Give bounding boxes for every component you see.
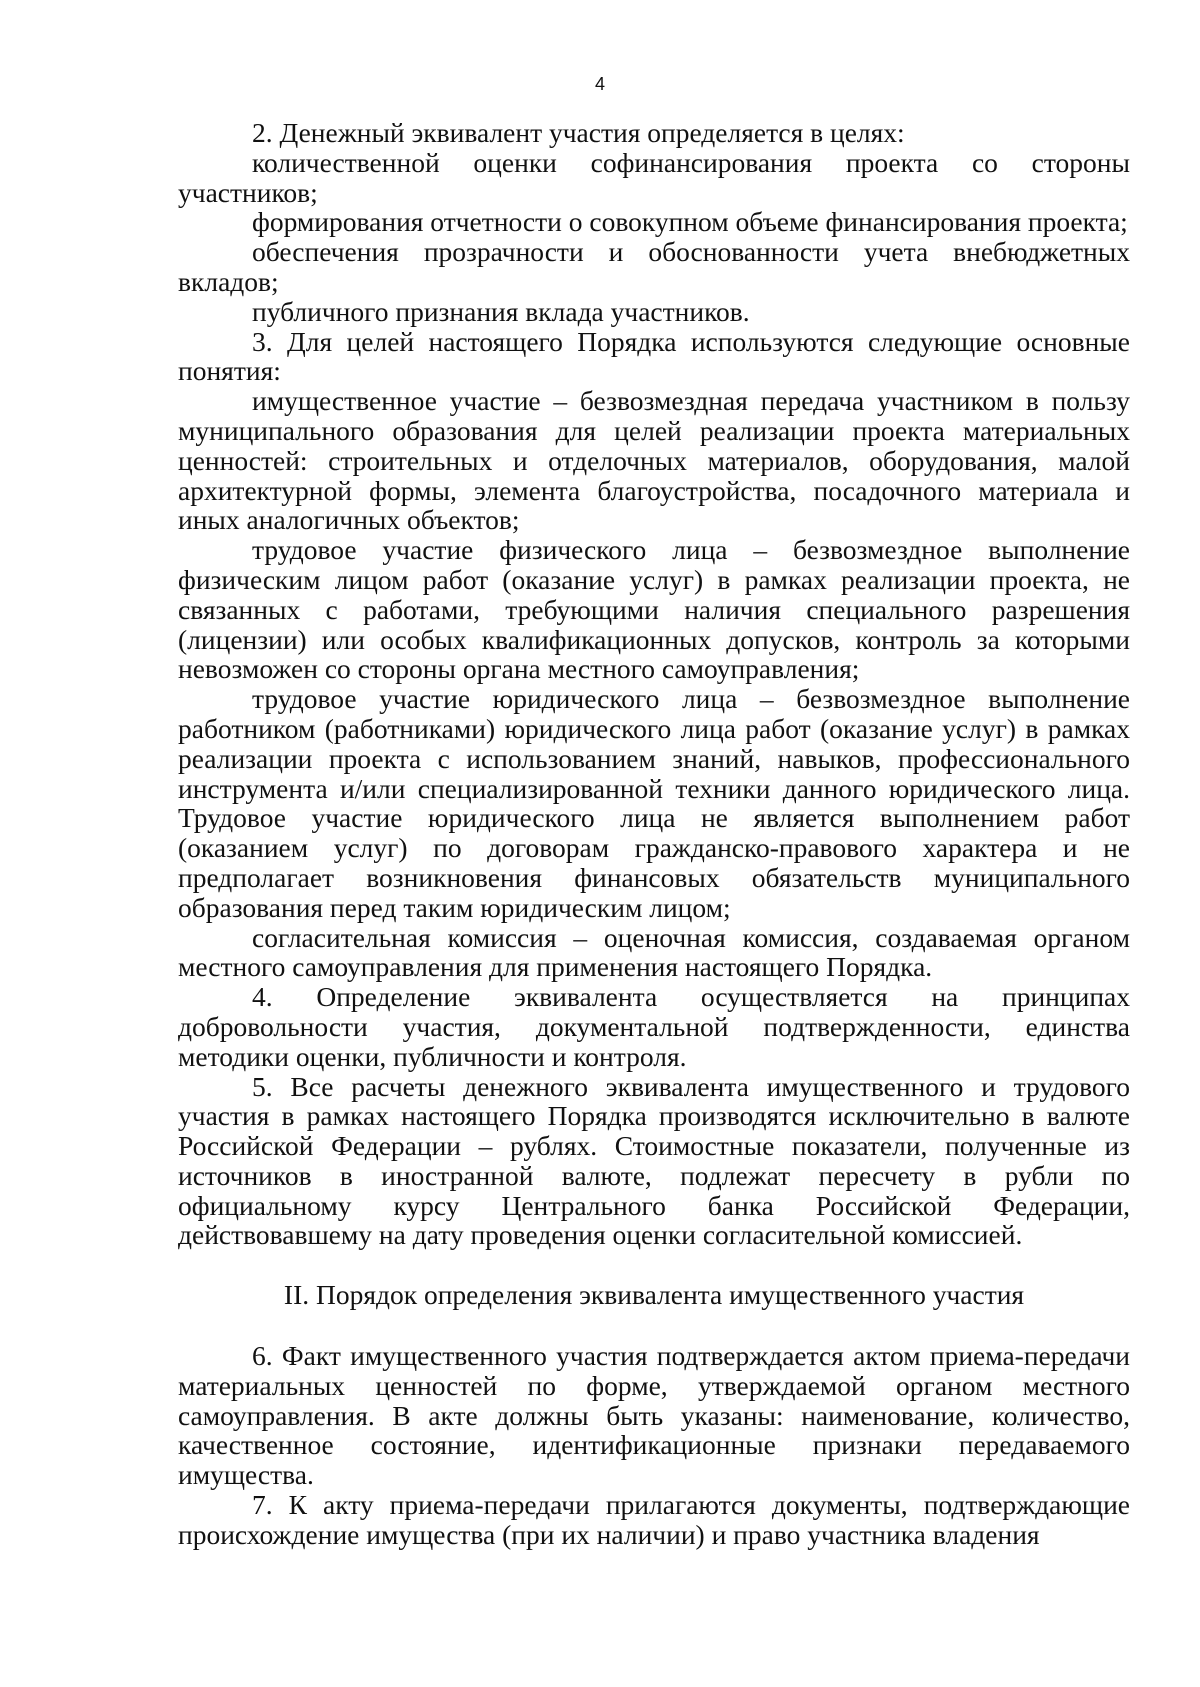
- paragraph-definition-labor-individual: трудовое участие физического лица – безвозмездное выполнение физическим лицом работ (оказание услуг) в рамках реализации проекта, не связанных с работами, требующими наличия специального разрешения (лицензии) или особых квалификационных допусков, контроль за которыми невозможен со стороны органа местного самоуправления;: [178, 534, 1130, 685]
- paragraph-goal-recognition: публичного признания вклада участников.: [252, 295, 750, 327]
- page-number: 4: [594, 74, 605, 94]
- paragraph-item-6: 6. Факт имущественного участия подтверждается актом приема-передачи материальных ценностей по форме, утверждаемой органом местного самоуправления. В акте должны быть указаны: наименование, количество, качественное состояние, идентификационные признаки передаваемого имущества.: [178, 1340, 1130, 1491]
- paragraph-goal-reporting: формирования отчетности о совокупном объеме финансирования проекта;: [252, 206, 1128, 238]
- paragraph-item-5: 5. Все расчеты денежного эквивалента имущественного и трудового участия в рамках настоящего Порядка производятся исключительно в валюте Российской Федерации – рублях. Стоимостные показатели, полученные из источников в иностранной валюте, подлежат пересчету в рубли по официальному курсу Центрального банка Российской Федерации, действовавшему на дату проведения оценки согласительной комиссией.: [178, 1070, 1130, 1251]
- paragraph-item-7: 7. К акту приема-передачи прилагаются документы, подтверждающие происхождение имущества (при их наличии) и право участника владения: [178, 1489, 1130, 1550]
- paragraph-definition-commission: согласительная комиссия – оценочная комиссия, создаваемая органом местного самоуправления для применения настоящего Порядка.: [178, 921, 1130, 983]
- paragraph-definition-labor-legal-entity: трудовое участие юридического лица – безвозмездное выполнение работником (работниками) юридического лица работ (оказание услуг) в рамках реализации проекта с использованием знаний, навыков, профессионального инструмента и/или специализированной техники данного юридического лица. Трудовое участие юридического лица не является выполнением работ (оказанием услуг) по договорам гражданско-правового характера и не предполагает возникновения финансовых обязательств муниципального образования перед таким юридическим лицом;: [178, 683, 1130, 923]
- paragraph-goal-transparency: обеспечения прозрачности и обоснованности учета внебюджетных вкладов;: [178, 236, 1130, 297]
- paragraph-item-3: 3. Для целей настоящего Порядка используются следующие основные понятия:: [178, 325, 1130, 387]
- document-body: [178, 118, 1130, 1550]
- paragraph-item-2: 2. Денежный эквивалент участия определяется в целях:: [252, 117, 905, 148]
- section-heading: II. Порядок определения эквивалента имущественного участия: [283, 1279, 1025, 1311]
- paragraph-definition-property: имущественное участие – безвозмездная передача участником в пользу муниципального образования для целей реализации проекта материальных ценностей: строительных и отделочных материалов, оборудования, малой архитектурной формы, элемента благоустройства, посадочного материала и иных аналогичных объектов;: [178, 385, 1130, 536]
- paragraph-goal-quantitative: количественной оценки софинансирования проекта со стороны участников;: [178, 146, 1130, 208]
- paragraph-item-4: 4. Определение эквивалента осуществляется на принципах добровольности участия, документальной подтвержденности, единства методики оценки, публичности и контроля.: [178, 981, 1130, 1072]
